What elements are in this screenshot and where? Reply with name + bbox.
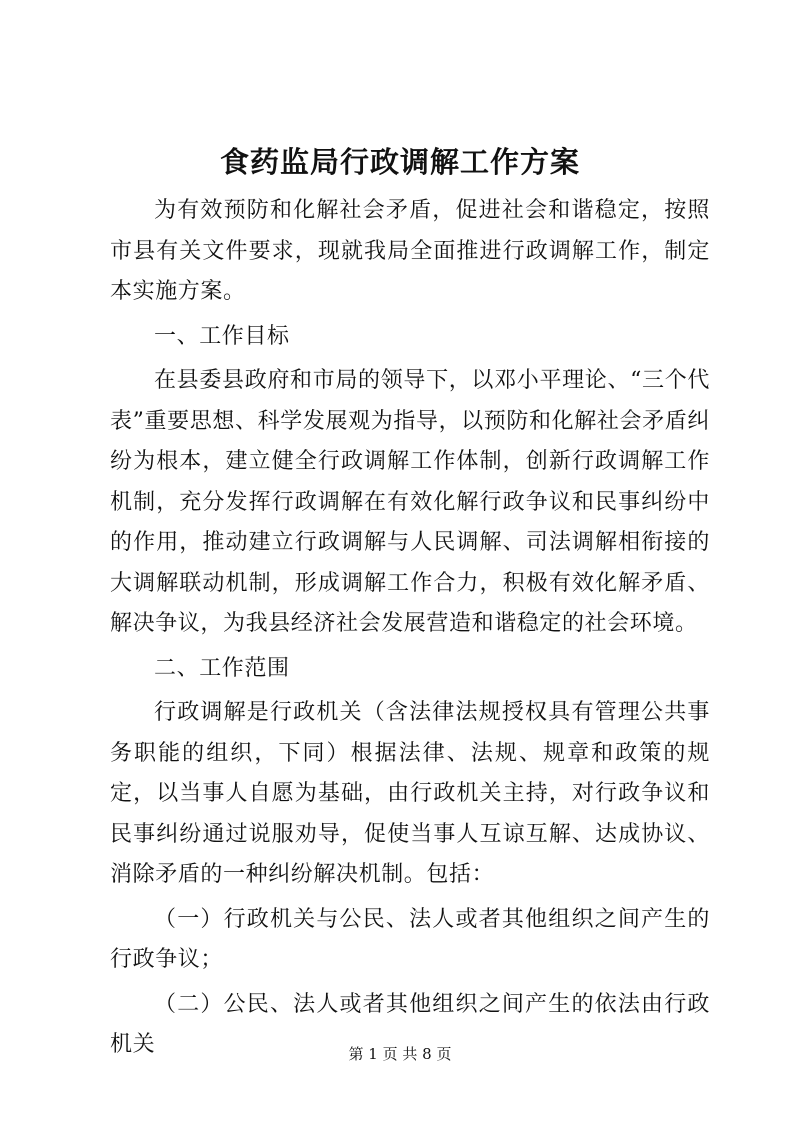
paragraph-scope: 行政调解是行政机关（含法律法规授权具有管理公共事务职能的组织，下同）根据法律、法规、规章和政策的规定，以当事人自愿为基础，由行政机关主持，对行政争议和民事纠纷通过说服劝导，促使当事人互谅互解、达成协议、消除矛盾的一种纠纷解决机制。包括： (110, 700, 710, 887)
paragraph-goals: 在县委县政府和市局的领导下，以邓小平理论、“三个代表”重要思想、科学发展观为指导，以预防和化解社会矛盾纠纷为根本，建立健全行政调解工作体制，创新行政调解工作机制，充分发挥行政调解在有效化解行政争议和民事纠纷中的作用，推动建立行政调解与人民调解、司法调解相衔接的大调解联动机制，形成调解工作合力，积极有效化解矛盾、解决争议，为我县经济社会发展营造和谐稳定的社会环境。 (110, 368, 710, 636)
list-item-2: （二）公民、法人或者其他组织之间产生的依法由行政机关 (110, 991, 710, 1057)
list-item-1: （一）行政机关与公民、法人或者其他组织之间产生的行政争议； (110, 906, 710, 972)
page-number: 第 1 页 共 8 页 (348, 1045, 452, 1063)
section-heading-goals: 一、工作目标 (154, 323, 290, 349)
section-heading-scope: 二、工作范围 (154, 655, 290, 681)
document-title: 食药监局行政调解工作方案 (219, 145, 580, 179)
document-body (110, 191, 710, 1066)
paragraph-intro: 为有效预防和化解社会矛盾，促进社会和谐稳定，按照市县有关文件要求，现就我局全面推进行政调解工作，制定本实施方案。 (110, 198, 710, 304)
